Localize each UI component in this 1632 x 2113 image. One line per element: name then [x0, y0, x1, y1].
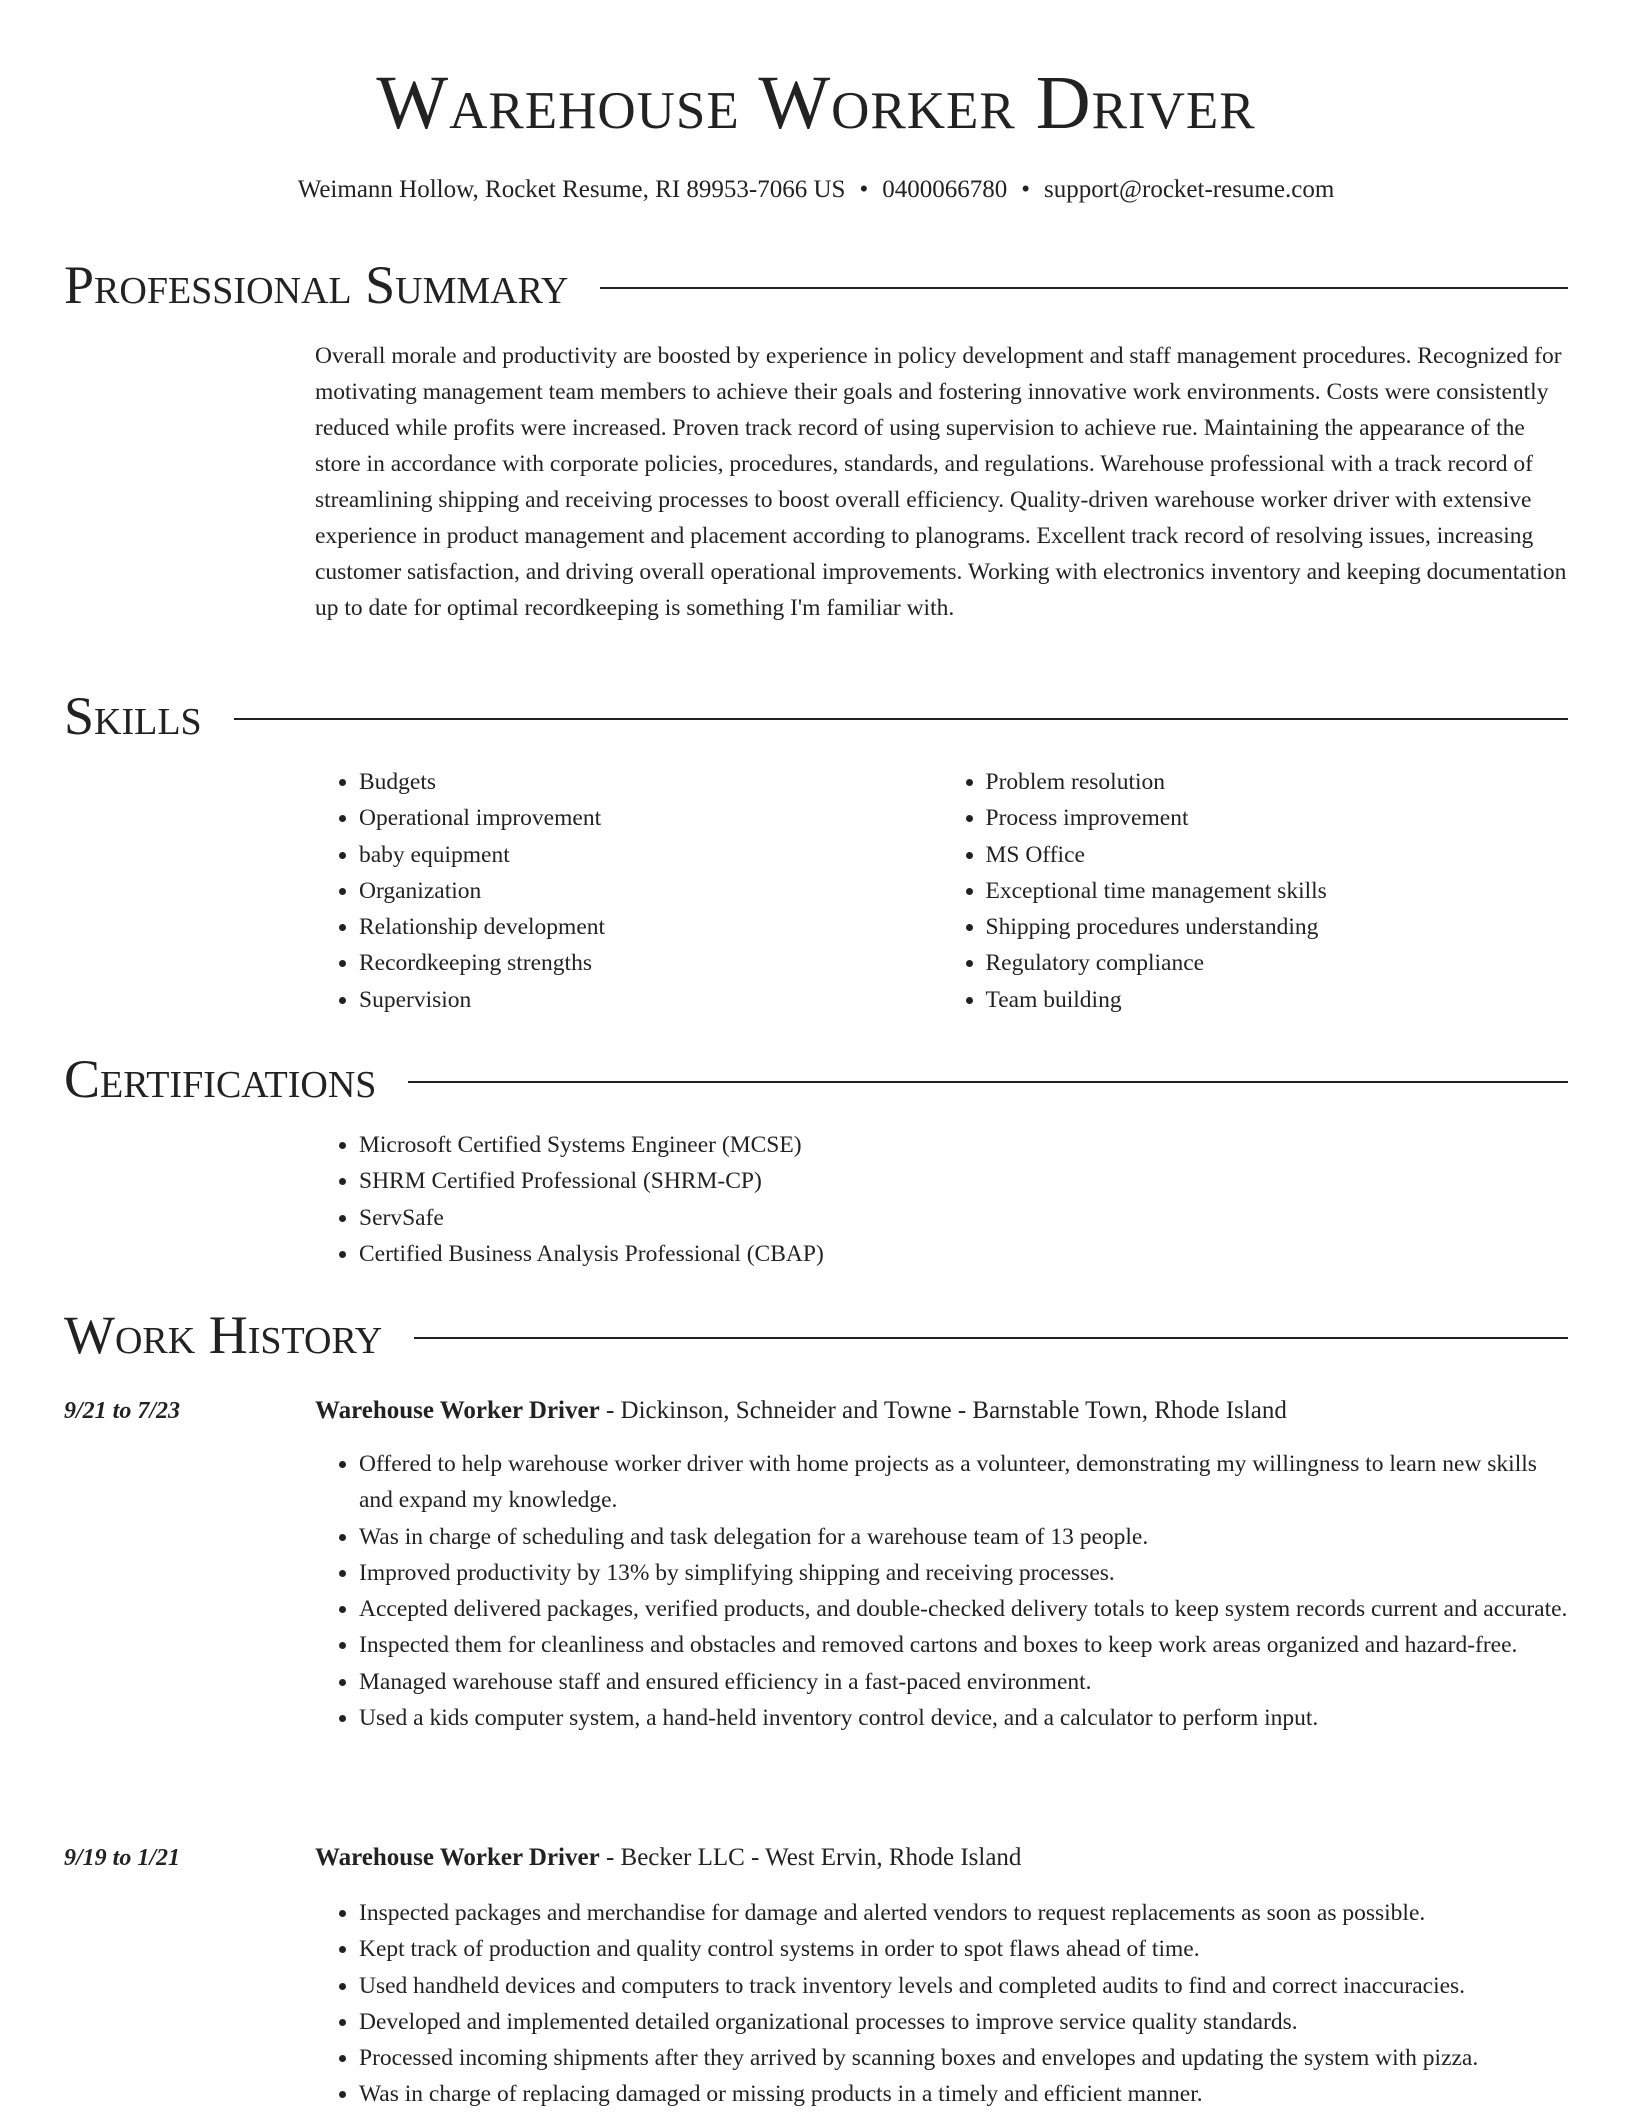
skill-item: • Team building — [986, 982, 1569, 1018]
email: support@rocket-resume.com — [1043, 176, 1335, 203]
skills-column-right — [942, 764, 1569, 1018]
skill-item: • Operational improvement — [359, 800, 942, 836]
section-divider — [234, 718, 1568, 720]
section-header-certifications — [64, 1047, 1568, 1111]
skill-item: • Relationship development — [359, 909, 942, 945]
phone: 0400066780 — [882, 176, 1008, 203]
job-bullets — [315, 1446, 1568, 1736]
address: Weimann Hollow, Rocket Resume, RI 89953-7066 US — [297, 176, 846, 203]
section-header-skills — [64, 684, 1568, 748]
skill-item: • Supervision — [359, 982, 942, 1018]
job-heading — [315, 1394, 1568, 1428]
skill-item: • Organization — [359, 873, 942, 909]
job-role: Warehouse Worker Driver — [315, 1397, 600, 1424]
certification-item: • Microsoft Certified Systems Engineer (MCSE) — [359, 1127, 1568, 1163]
job-employer: - Becker LLC - West Ervin, Rhode Island — [599, 1844, 1022, 1871]
section-divider — [600, 287, 1568, 289]
contact-line — [0, 174, 1632, 206]
job-bullet: • Inspected packages and merchandise for damage and alerted vendors to request replacements as soon as possible. — [359, 1895, 1568, 1931]
certifications-list — [315, 1127, 1568, 1272]
skill-item: • MS Office — [986, 837, 1569, 873]
section-title: Certifications — [64, 1049, 377, 1109]
skill-item: • Recordkeeping strengths — [359, 945, 942, 981]
job-bullet: • Inspected them for cleanliness and obstacles and removed cartons and boxes to keep work areas organized and hazard-free. — [359, 1627, 1568, 1663]
section-divider — [414, 1337, 1568, 1339]
job-bullet: • Accepted delivered packages, verified products, and double-checked delivery totals to keep system records current and accurate. — [359, 1591, 1568, 1627]
section-header-work-history — [64, 1303, 1568, 1367]
separator: • — [859, 176, 869, 203]
skill-item: • Exceptional time management skills — [986, 873, 1569, 909]
skills-list — [315, 764, 1568, 1018]
skill-item: • Regulatory compliance — [986, 945, 1569, 981]
skill-item: • Process improvement — [986, 800, 1569, 836]
job-bullet: • Improved productivity by 13% by simplifying shipping and receiving processes. — [359, 1555, 1568, 1591]
section-title: Professional Summary — [64, 255, 569, 315]
job-bullet: • Processed incoming shipments after they arrived by scanning boxes and envelopes and updating the system with pizza. — [359, 2040, 1568, 2076]
job-bullet: • Was in charge of scheduling and task delegation for a warehouse team of 13 people. — [359, 1519, 1568, 1555]
section-divider — [408, 1081, 1568, 1083]
job-role: Warehouse Worker Driver — [315, 1844, 600, 1871]
job-bullet: • Kept track of production and quality control systems in order to spot flaws ahead of time. — [359, 1931, 1568, 1967]
job-bullet: • Offered to help warehouse worker driver with home projects as a volunteer, demonstrating my willingness to learn new skills and expand my knowledge. — [359, 1446, 1568, 1519]
skill-item: • baby equipment — [359, 837, 942, 873]
skill-item: • Budgets — [359, 764, 942, 800]
skills-column-left — [315, 764, 942, 1018]
job-employer: - Dickinson, Schneider and Towne - Barnstable Town, Rhode Island — [599, 1397, 1287, 1424]
job-bullet: • Used a kids computer system, a hand-held inventory control device, and a calculator to perform input. — [359, 1700, 1568, 1736]
section-title: Skills — [64, 686, 202, 746]
job-bullets — [315, 1895, 1568, 2113]
job-heading — [315, 1841, 1568, 1875]
skill-item: • Problem resolution — [986, 764, 1569, 800]
certification-item: • Certified Business Analysis Professional (CBAP) — [359, 1236, 1568, 1272]
job-dates: 9/19 to 1/21 — [64, 1845, 181, 1871]
job-bullet: • Developed and implemented detailed organizational processes to improve service quality standards. — [359, 2004, 1568, 2040]
summary-text: Overall morale and productivity are boosted by experience in policy development and staff management procedures. Recognized for motivating management team members to achieve their goals and fostering innovative work environments. Costs were consistently reduced while profits were increased. Proven track record of using supervision to achieve rue. Maintaining the appearance of the store in accordance with corporate policies, procedures, standards, and regulations. Warehouse professional with a track record of streamlining shipping and receiving processes to boost overall efficiency. Quality-driven warehouse worker driver with extensive experience in product management and placement according to planograms. Excellent track record of resolving issues, increasing customer satisfaction, and driving overall operational improvements. Working with electronics inventory and keeping documentation up to date for optimal recordkeeping is something I'm familiar with. — [315, 343, 1567, 621]
job-bullet: • Managed warehouse staff and ensured efficiency in a fast-paced environment. — [359, 1664, 1568, 1700]
separator: • — [1021, 176, 1030, 203]
job-bullet: • Used handheld devices and computers to track inventory levels and completed audits to find and correct inaccuracies. — [359, 1968, 1568, 2004]
job-bullet: • Was in charge of replacing damaged or missing products in a timely and efficient manner. — [359, 2076, 1568, 2112]
candidate-name: Warehouse Worker Driver — [376, 61, 1256, 145]
certification-item: • ServSafe — [359, 1200, 1568, 1236]
section-header-summary — [64, 253, 1568, 317]
job-dates: 9/21 to 7/23 — [64, 1398, 181, 1424]
skill-item: • Shipping procedures understanding — [986, 909, 1569, 945]
certification-item: • SHRM Certified Professional (SHRM-CP) — [359, 1163, 1568, 1199]
section-title: Work History — [64, 1305, 383, 1365]
